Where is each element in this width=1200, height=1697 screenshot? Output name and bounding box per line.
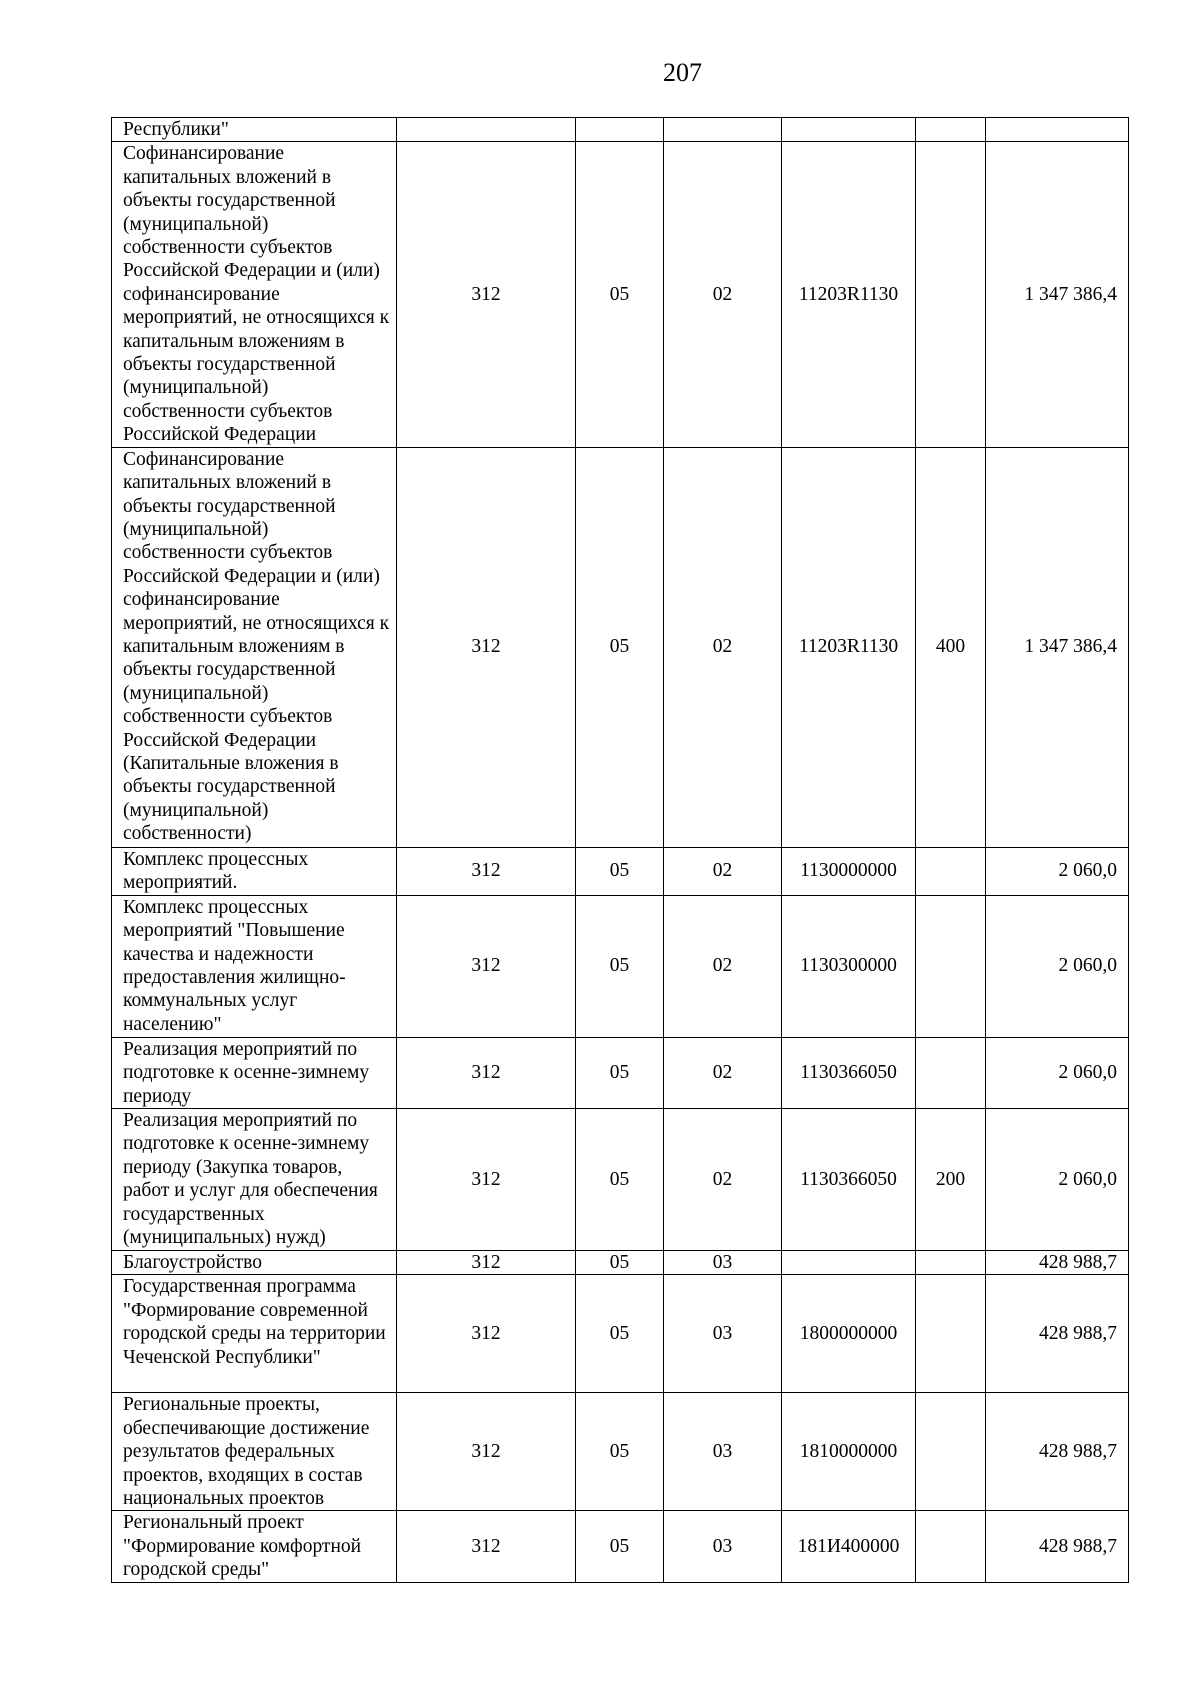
table-row [112, 1250, 1129, 1274]
table-row [112, 1108, 1129, 1250]
expense-type-cell [916, 1511, 986, 1582]
row-name-cell: Государственная программа "Формирование современной городской среды на территории Чеченской Республики" [112, 1275, 397, 1393]
table-row [112, 1037, 1129, 1108]
ministry-code-cell: 312 [397, 1250, 576, 1274]
target-article-cell: 1800000000 [782, 1275, 916, 1393]
target-article-cell [782, 118, 916, 142]
expense-type-cell [916, 847, 986, 895]
subsection-code-cell: 02 [664, 142, 782, 447]
section-code-cell [576, 118, 664, 142]
ministry-code-cell: 312 [397, 895, 576, 1037]
row-name-cell: Реализация мероприятий по подготовке к осенне-зимнему периоду [112, 1037, 397, 1108]
subsection-code-cell: 03 [664, 1250, 782, 1274]
target-article-cell: 1130366050 [782, 1037, 916, 1108]
row-name-cell: Региональные проекты, обеспечивающие достижение результатов федеральных проектов, входящих в состав национальных проектов [112, 1393, 397, 1511]
ministry-code-cell: 312 [397, 1393, 576, 1511]
expense-type-cell [916, 1037, 986, 1108]
row-name-cell: Реализация мероприятий по подготовке к осенне-зимнему периоду (Закупка товаров, работ и услуг для обеспечения государственных (муниципальных) нужд) [112, 1108, 397, 1250]
amount-cell: 2 060,0 [986, 1037, 1129, 1108]
ministry-code-cell: 312 [397, 1037, 576, 1108]
expense-type-cell [916, 118, 986, 142]
section-code-cell: 05 [576, 847, 664, 895]
target-article-cell: 181И400000 [782, 1511, 916, 1582]
page-number: 207 [663, 58, 702, 87]
target-article-cell: 11203R1130 [782, 447, 916, 847]
row-name-cell: Комплекс процессных мероприятий. [112, 847, 397, 895]
amount-cell: 428 988,7 [986, 1511, 1129, 1582]
expense-type-cell [916, 1275, 986, 1393]
section-code-cell: 05 [576, 1275, 664, 1393]
subsection-code-cell [664, 118, 782, 142]
section-code-cell: 05 [576, 1511, 664, 1582]
subsection-code-cell: 03 [664, 1511, 782, 1582]
ministry-code-cell: 312 [397, 847, 576, 895]
budget-table [111, 117, 1129, 1583]
target-article-cell: 1810000000 [782, 1393, 916, 1511]
table-row [112, 847, 1129, 895]
table-row [112, 118, 1129, 142]
table-row [112, 447, 1129, 847]
section-code-cell: 05 [576, 1037, 664, 1108]
row-name-cell: Региональный проект "Формирование комфортной городской среды" [112, 1511, 397, 1582]
ministry-code-cell [397, 118, 576, 142]
target-article-cell: 1130366050 [782, 1108, 916, 1250]
target-article-cell: 11203R1130 [782, 142, 916, 447]
subsection-code-cell: 02 [664, 895, 782, 1037]
row-name-cell: Софинансирование капитальных вложений в объекты государственной (муниципальной) собственности субъектов Российской Федерации и (или) софинансирование мероприятий, не относящихся к капитальным вложениям в объекты государственной (муниципальной) собственности субъектов Российской Федерации (Капитальные вложения в объекты государственной (муниципальной) собственности) [112, 447, 397, 847]
table-row [112, 1511, 1129, 1582]
expense-type-cell [916, 1250, 986, 1274]
subsection-code-cell: 02 [664, 447, 782, 847]
section-code-cell: 05 [576, 1393, 664, 1511]
row-name-cell: Благоустройство [112, 1250, 397, 1274]
ministry-code-cell: 312 [397, 142, 576, 447]
expense-type-cell: 400 [916, 447, 986, 847]
ministry-code-cell: 312 [397, 1511, 576, 1582]
amount-cell: 1 347 386,4 [986, 447, 1129, 847]
amount-cell: 2 060,0 [986, 847, 1129, 895]
ministry-code-cell: 312 [397, 447, 576, 847]
amount-cell: 428 988,7 [986, 1393, 1129, 1511]
row-name-cell: Софинансирование капитальных вложений в объекты государственной (муниципальной) собственности субъектов Российской Федерации и (или) софинансирование мероприятий, не относящихся к капитальным вложениям в объекты государственной (муниципальной) собственности субъектов Российской Федерации [112, 142, 397, 447]
amount-cell: 428 988,7 [986, 1275, 1129, 1393]
expense-type-cell [916, 142, 986, 447]
amount-cell: 2 060,0 [986, 1108, 1129, 1250]
table-row [112, 142, 1129, 447]
amount-cell [986, 118, 1129, 142]
expense-type-cell: 200 [916, 1108, 986, 1250]
ministry-code-cell: 312 [397, 1108, 576, 1250]
subsection-code-cell: 03 [664, 1275, 782, 1393]
ministry-code-cell: 312 [397, 1275, 576, 1393]
expense-type-cell [916, 895, 986, 1037]
table-row [112, 895, 1129, 1037]
section-code-cell: 05 [576, 1250, 664, 1274]
row-name-cell: Республики" [112, 118, 397, 142]
amount-cell: 2 060,0 [986, 895, 1129, 1037]
table-row [112, 1275, 1129, 1393]
section-code-cell: 05 [576, 895, 664, 1037]
row-name-cell: Комплекс процессных мероприятий "Повышение качества и надежности предоставления жилищно-коммунальных услуг населению" [112, 895, 397, 1037]
subsection-code-cell: 03 [664, 1393, 782, 1511]
expense-type-cell [916, 1393, 986, 1511]
amount-cell: 1 347 386,4 [986, 142, 1129, 447]
subsection-code-cell: 02 [664, 1108, 782, 1250]
table-row [112, 1393, 1129, 1511]
section-code-cell: 05 [576, 447, 664, 847]
target-article-cell: 1130000000 [782, 847, 916, 895]
subsection-code-cell: 02 [664, 1037, 782, 1108]
subsection-code-cell: 02 [664, 847, 782, 895]
section-code-cell: 05 [576, 1108, 664, 1250]
target-article-cell: 1130300000 [782, 895, 916, 1037]
target-article-cell [782, 1250, 916, 1274]
section-code-cell: 05 [576, 142, 664, 447]
amount-cell: 428 988,7 [986, 1250, 1129, 1274]
